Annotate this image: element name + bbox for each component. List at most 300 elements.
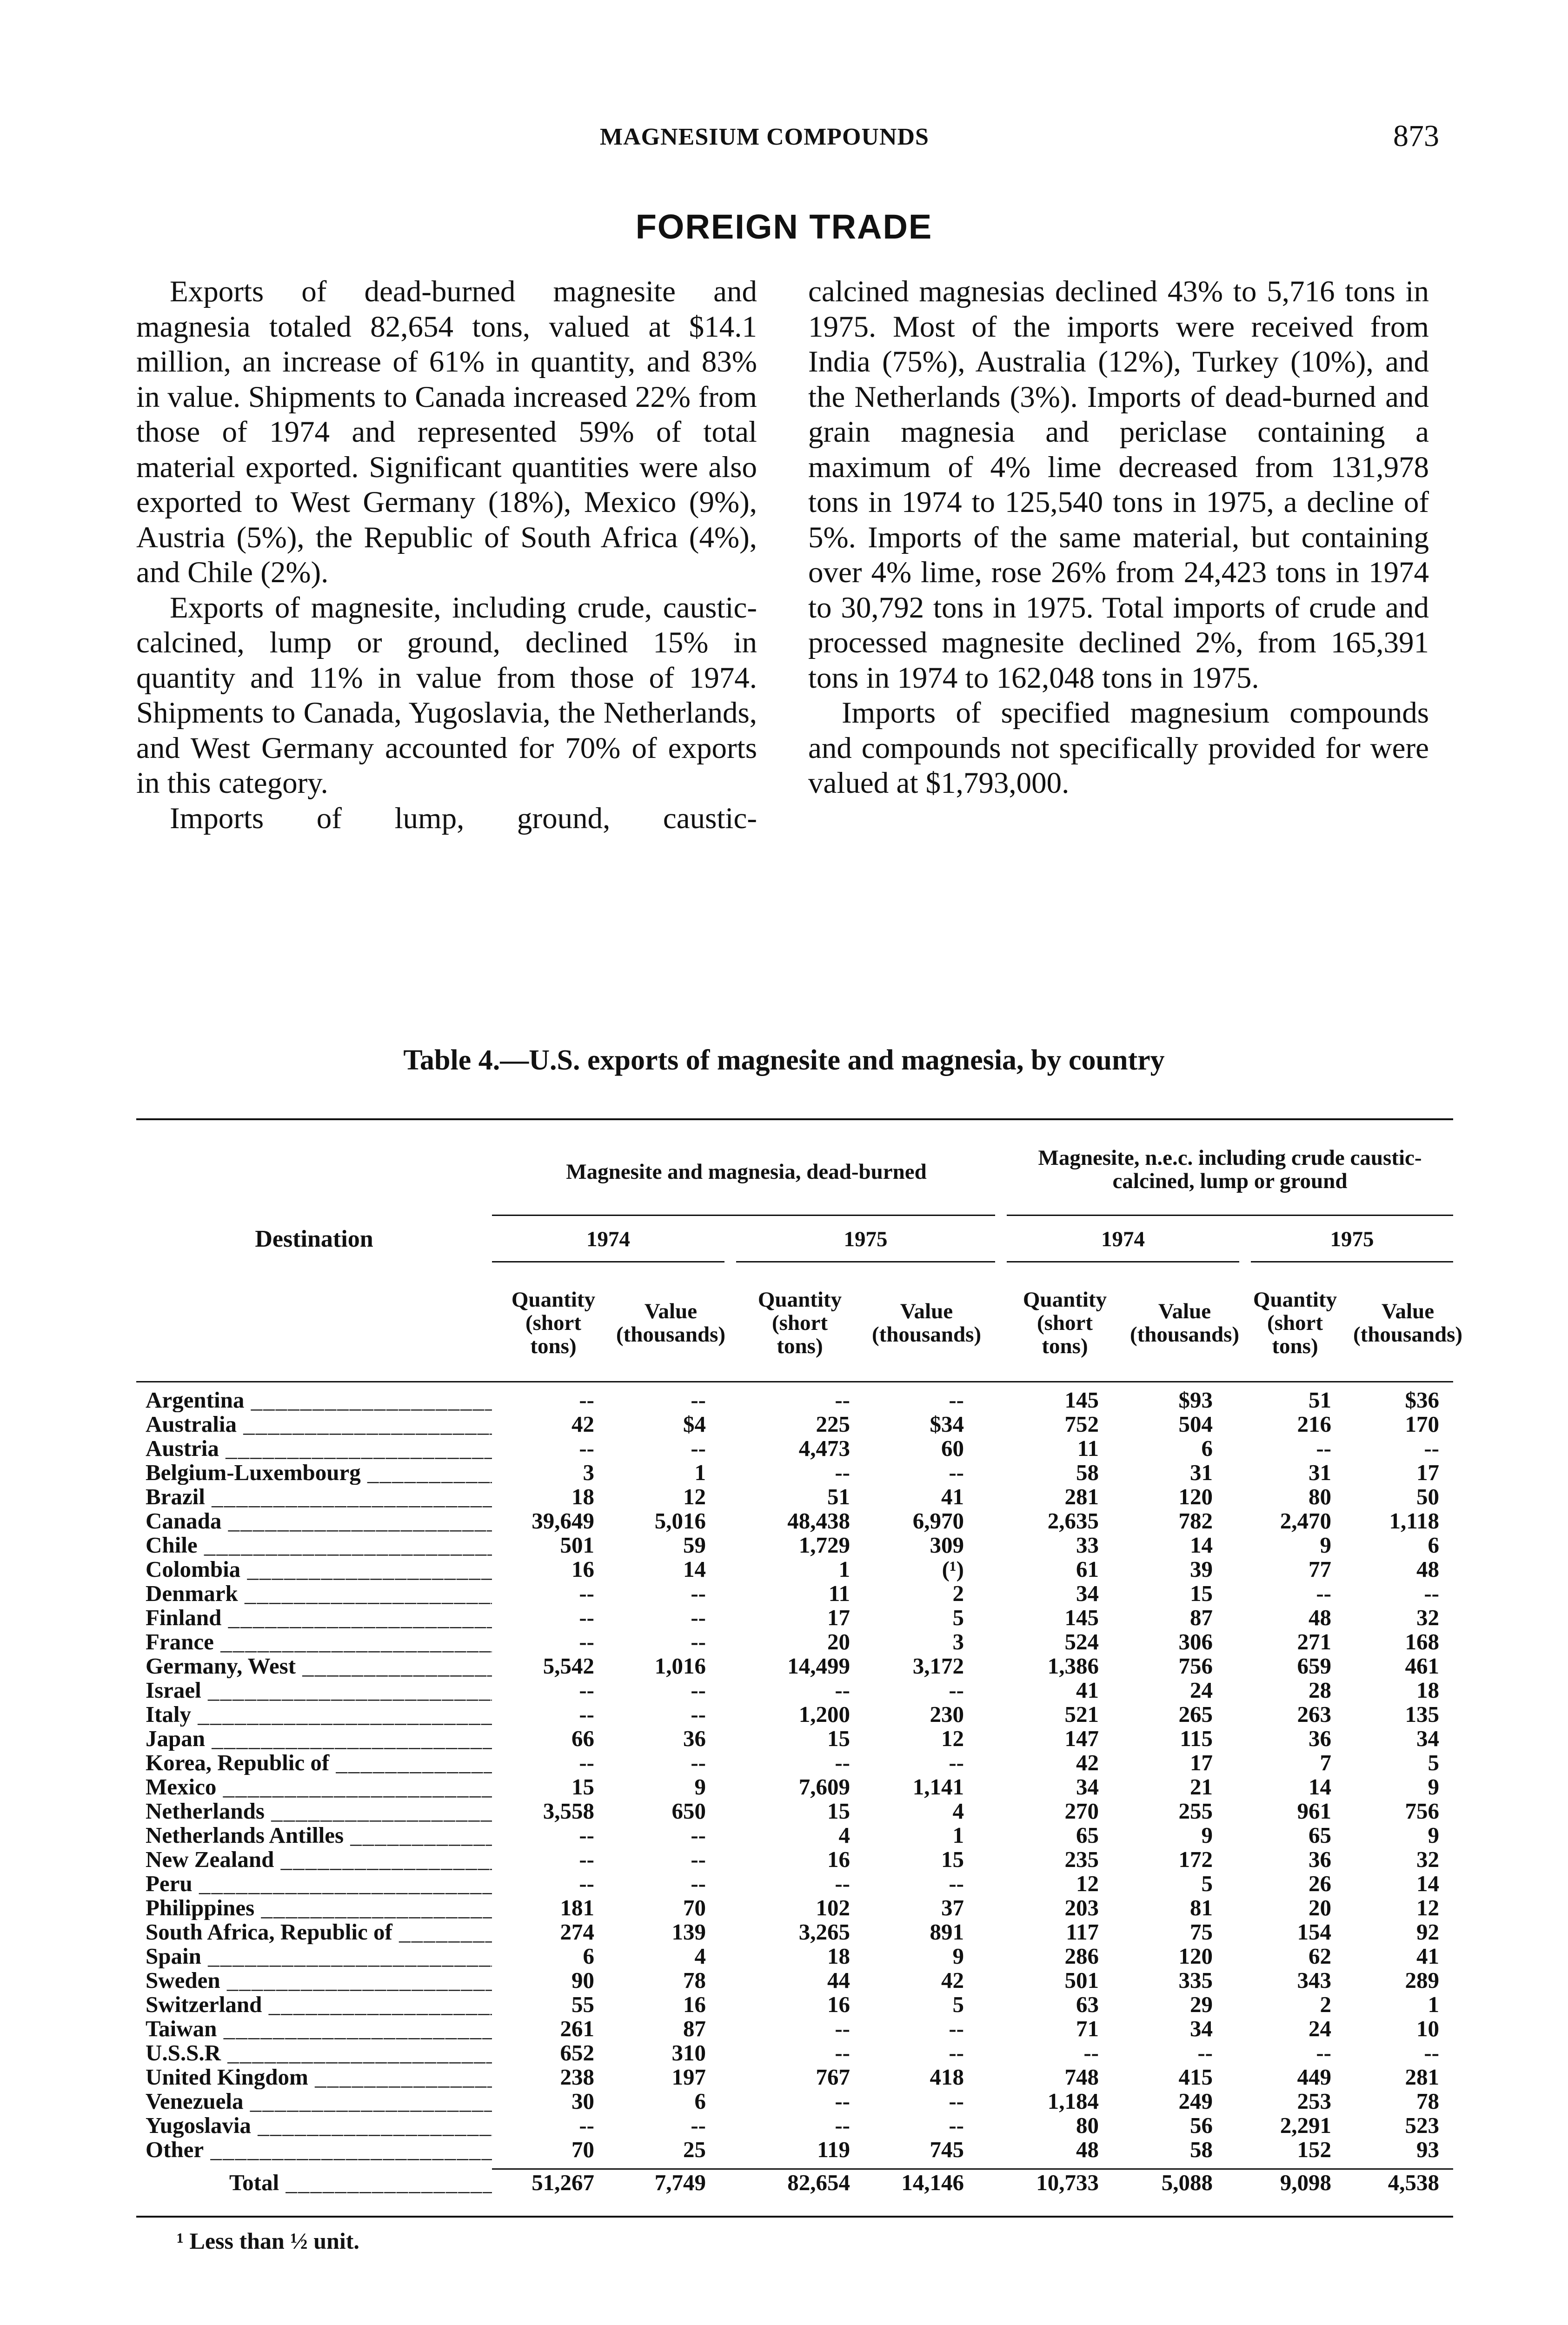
destination-cell-wrap — [136, 1823, 492, 1847]
footnote: ¹ Less than ½ unit. — [177, 2228, 359, 2254]
destination-cell: Switzerland _____ — [146, 1993, 492, 2017]
value-cell: 78 — [683, 1968, 706, 1993]
quantity-cell: -- — [835, 1872, 850, 1896]
destination-cell: Netherlands _____ — [146, 1799, 492, 1823]
value-cell: 309 — [930, 1533, 964, 1557]
destination-cell-wrap — [136, 1606, 492, 1630]
value-cell: 59 — [683, 1533, 706, 1557]
quantity-cell: 33 — [1076, 1533, 1099, 1557]
quantity-cell: 34 — [1076, 1775, 1099, 1799]
quantity-cell: 80 — [1076, 2113, 1099, 2138]
value-cell: 5 — [1201, 1872, 1213, 1896]
quantity-cell: -- — [579, 1872, 594, 1896]
quantity-cell: 17 — [827, 1606, 850, 1630]
quantity-cell: -- — [835, 1388, 850, 1412]
quantity-cell: 14 — [1309, 1775, 1331, 1799]
destination-cell: Italy _____ — [146, 1702, 492, 1727]
quantity-cell: -- — [835, 1461, 850, 1485]
quantity-cell: 15 — [827, 1727, 850, 1751]
text-column-right — [808, 274, 1429, 801]
value-cell: 5,016 — [654, 1509, 706, 1533]
quantity-cell: 65 — [1076, 1823, 1099, 1847]
destination-cell: Japan _____ — [146, 1727, 492, 1751]
value-cell: -- — [691, 1872, 706, 1896]
value-cell: -- — [949, 2113, 964, 2138]
quantity-cell: 7,609 — [798, 1775, 850, 1799]
value-cell: 87 — [683, 2017, 706, 2041]
table-bottom-rule — [136, 2216, 1453, 2218]
destination-cell: Germany, West _____ — [146, 1654, 492, 1678]
destination-cell-wrap — [136, 1920, 492, 1944]
value-cell: -- — [691, 1388, 706, 1412]
quantity-cell: 62 — [1309, 1944, 1331, 1968]
quantity-cell: 281 — [1064, 1485, 1099, 1509]
value-cell: 3,172 — [912, 1654, 964, 1678]
destination-cell-wrap — [136, 1799, 492, 1823]
value-cell: 415 — [1178, 2065, 1213, 2089]
value-cell: -- — [949, 1872, 964, 1896]
destination-cell-wrap — [136, 1944, 492, 1968]
table-row — [136, 1606, 1453, 1630]
quantity-cell: 659 — [1297, 1654, 1331, 1678]
value-cell: 12 — [1416, 1896, 1439, 1920]
quantity-cell: 225 — [816, 1412, 850, 1436]
quantity-cell: 14,499 — [787, 1654, 850, 1678]
value-cell: 281 — [1405, 2065, 1439, 2089]
value-cell: $34 — [930, 1412, 964, 1436]
quantity-cell: 261 — [560, 2017, 594, 2041]
group2-header: Magnesite, n.e.c. including crude caustic-calcined, lump or ground — [1038, 1146, 1422, 1193]
destination-cell: Netherlands Antilles _____ — [146, 1823, 492, 1847]
quantity-cell: -- — [579, 1823, 594, 1847]
quantity-cell: 16 — [827, 1993, 850, 2017]
quantity-cell: 16 — [571, 1557, 594, 1581]
value-cell: 249 — [1178, 2089, 1213, 2113]
table-row — [136, 2065, 1453, 2089]
running-head — [0, 119, 1568, 160]
destination-cell-wrap — [136, 2162, 492, 2204]
table-row — [136, 1872, 1453, 1896]
value-cell: 135 — [1405, 1702, 1439, 1727]
value-cell: 168 — [1405, 1630, 1439, 1654]
quantity-cell: -- — [835, 1678, 850, 1702]
value-cell: 12 — [683, 1485, 706, 1509]
quantity-cell: 7 — [1320, 1751, 1331, 1775]
quantity-cell: 263 — [1297, 1702, 1331, 1727]
value-cell: 21 — [1190, 1775, 1213, 1799]
value-cell: 335 — [1178, 1968, 1213, 1993]
paragraph-compounds-imports: Imports of specified magnesium compounds and compounds not specifically provided for were valued at $1,793,000. — [808, 696, 1429, 800]
quantity-cell: 16 — [827, 1847, 850, 1872]
destination-cell-wrap — [136, 1872, 492, 1896]
value-cell: 14 — [1416, 1872, 1439, 1896]
value-cell: -- — [949, 2041, 964, 2065]
quantity-cell: 66 — [571, 1727, 594, 1751]
quantity-cell: 20 — [1309, 1896, 1331, 1920]
quantity-cell: 51,267 — [532, 2170, 594, 2195]
quantity-cell: 63 — [1076, 1993, 1099, 2017]
destination-cell-wrap — [136, 1388, 492, 1412]
value-cell: 37 — [941, 1896, 964, 1920]
quantity-cell: 26 — [1309, 1872, 1331, 1896]
quantity-cell: 15 — [827, 1799, 850, 1823]
value-cell: 93 — [1416, 2138, 1439, 2162]
quantity-cell: 145 — [1064, 1606, 1099, 1630]
paragraph-imports-start: Imports of lump, ground, caustic- — [170, 801, 757, 835]
quantity-cell: 2,635 — [1047, 1509, 1099, 1533]
table-row — [136, 1968, 1453, 1993]
year-rule-2 — [736, 1261, 995, 1262]
table-row — [136, 1388, 1453, 1412]
table-row — [136, 1485, 1453, 1509]
table-row — [136, 1533, 1453, 1557]
exports-table-body — [136, 1388, 1453, 2204]
value-cell: -- — [691, 1823, 706, 1847]
destination-cell-wrap — [136, 1968, 492, 1993]
destination-cell-wrap — [136, 1630, 492, 1654]
quantity-cell: 203 — [1064, 1896, 1099, 1920]
quantity-cell: 90 — [571, 1968, 594, 1993]
value-cell: 9 — [1201, 1823, 1213, 1847]
quantity-cell: 55 — [571, 1993, 594, 2017]
quantity-cell: 70 — [571, 2138, 594, 2162]
destination-cell: Other _____ — [146, 2138, 492, 2162]
value-cell: -- — [1424, 1436, 1439, 1461]
value-cell: -- — [949, 1388, 964, 1412]
quantity-cell: -- — [1316, 1436, 1331, 1461]
table-row — [136, 1823, 1453, 1847]
table-row — [136, 1678, 1453, 1702]
table-row — [136, 1557, 1453, 1581]
value-cell: -- — [949, 2017, 964, 2041]
quantity-cell: 65 — [1309, 1823, 1331, 1847]
destination-cell: Taiwan _____ — [146, 2017, 492, 2041]
table-row — [136, 1630, 1453, 1654]
table-row — [136, 1944, 1453, 1968]
text-column-left — [136, 274, 757, 836]
table-row — [136, 1702, 1453, 1727]
table-row — [136, 1775, 1453, 1799]
quantity-cell: 6 — [583, 1944, 594, 1968]
quantity-cell: 1,729 — [798, 1533, 850, 1557]
quantity-cell: 117 — [1066, 1920, 1099, 1944]
value-cell: 310 — [671, 2041, 706, 2065]
value-cell: 15 — [941, 1847, 964, 1872]
quantity-cell: 1,386 — [1047, 1654, 1099, 1678]
quantity-cell: 31 — [1309, 1461, 1331, 1485]
destination-cell-wrap — [136, 1654, 492, 1678]
destination-cell-wrap — [136, 2017, 492, 2041]
quantity-cell: 2,291 — [1280, 2113, 1331, 2138]
value-cell: 255 — [1178, 1799, 1213, 1823]
running-title: MAGNESIUM COMPOUNDS — [600, 124, 929, 150]
table-row — [136, 2041, 1453, 2065]
value-cell: -- — [691, 1581, 706, 1606]
value-cell: 32 — [1416, 1606, 1439, 1630]
quantity-cell: -- — [579, 1678, 594, 1702]
table-row — [136, 1461, 1453, 1485]
value-cell: 75 — [1190, 1920, 1213, 1944]
table-row — [136, 2089, 1453, 2113]
quantity-cell: 48 — [1309, 1606, 1331, 1630]
quantity-cell: 216 — [1297, 1412, 1331, 1436]
quantity-cell: -- — [1316, 2041, 1331, 2065]
paragraph-magnesite-exports: Exports of magnesite, including crude, caustic-calcined, lump or ground, declined 15% in quantity and 11% in value from those of 1974. Shipments to Canada, Yugoslavia, the Netherlands, and West Germany accounted for 70% of exports in this category. — [136, 591, 757, 800]
quantity-cell: 501 — [1064, 1968, 1099, 1993]
value-cell: 172 — [1178, 1847, 1213, 1872]
quantity-cell: 4,473 — [798, 1436, 850, 1461]
total-row — [136, 2162, 1453, 2204]
destination-cell: Chile _____ — [146, 1533, 492, 1557]
destination-cell-wrap — [136, 1896, 492, 1920]
quantity-cell: 18 — [827, 1944, 850, 1968]
destination-cell-wrap — [136, 1775, 492, 1799]
paragraph-imports-continued: calcined magnesias declined 43% to 5,716 tons in 1975. Most of the imports were received from India (75%), Australia (12%), Turkey (10%), and the Netherlands (3%). Imports of dead-burned and grain magnesia and periclase containing a maximum of 4% lime decreased from 131,978 tons in 1974 to 125,540 tons in 1975, a decline of 5%. Imports of the same material, but containing over 4% lime, rose 26% from 24,423 tons in 1974 to 30,792 tons in 1975. Total imports of crude and processed magnesite declined 2%, from 165,391 tons in 1974 to 162,048 tons in 1975. — [808, 275, 1429, 695]
group-header-rule-right — [1007, 1215, 1453, 1216]
value-cell: -- — [691, 1847, 706, 1872]
destination-cell: Israel _____ — [146, 1678, 492, 1702]
quantity-cell: 154 — [1297, 1920, 1331, 1944]
value-cell: 14,146 — [901, 2170, 964, 2195]
destination-cell-wrap — [136, 1702, 492, 1727]
value-cell: 756 — [1178, 1654, 1213, 1678]
destination-cell-wrap — [136, 2089, 492, 2113]
value-cell: -- — [1424, 1581, 1439, 1606]
table-top-rule — [136, 1118, 1453, 1120]
value-cell: -- — [949, 2089, 964, 2113]
destination-cell-wrap — [136, 1847, 492, 1872]
value-cell: 17 — [1416, 1461, 1439, 1485]
quantity-cell: 24 — [1309, 2017, 1331, 2041]
group1-header: Magnesite and magnesia, dead-burned — [566, 1160, 927, 1184]
table-row — [136, 1412, 1453, 1436]
destination-cell-wrap — [136, 1751, 492, 1775]
destination-cell: Colombia _____ — [146, 1557, 492, 1581]
value-cell: 230 — [930, 1702, 964, 1727]
table-row — [136, 1581, 1453, 1606]
quantity-cell: -- — [579, 1388, 594, 1412]
quantity-cell: 51 — [1309, 1388, 1331, 1412]
value-cell: -- — [691, 1678, 706, 1702]
table-row — [136, 1727, 1453, 1751]
value-cell: 41 — [1416, 1944, 1439, 1968]
value-cell: 265 — [1178, 1702, 1213, 1727]
value-cell: $4 — [683, 1412, 706, 1436]
destination-cell: Austria _____ — [146, 1436, 492, 1461]
destination-cell: Venezuela _____ — [146, 2089, 492, 2113]
value-cell: 50 — [1416, 1485, 1439, 1509]
table-title: Table 4.—U.S. exports of magnesite and magnesia, by country — [403, 1044, 1165, 1076]
quantity-cell: 48 — [1076, 2138, 1099, 2162]
quantity-cell: 145 — [1064, 1388, 1099, 1412]
value-cell: 5 — [952, 1993, 964, 2017]
quantity-cell: -- — [835, 2089, 850, 2113]
destination-cell: Australia _____ — [146, 1412, 492, 1436]
quantity-cell: 30 — [571, 2089, 594, 2113]
quantity-cell: 271 — [1297, 1630, 1331, 1654]
destination-cell-wrap — [136, 1678, 492, 1702]
value-cell: 1 — [952, 1823, 964, 1847]
value-cell: 78 — [1416, 2089, 1439, 2113]
quantity-cell: 77 — [1309, 1557, 1331, 1581]
quantity-cell: -- — [1083, 2041, 1099, 2065]
header-bottom-rule — [136, 1381, 1453, 1382]
year-rule-3 — [1007, 1261, 1239, 1262]
year-header-1975-nec: 1975 — [1330, 1227, 1374, 1251]
destination-cell-wrap — [136, 1581, 492, 1606]
quantity-cell: 51 — [827, 1485, 850, 1509]
quantity-cell: -- — [579, 1630, 594, 1654]
quantity-header-1: Quantity (short tons) — [511, 1288, 596, 1358]
table-row — [136, 2138, 1453, 2162]
value-cell: 5,088 — [1161, 2170, 1213, 2195]
quantity-header-4: Quantity (short tons) — [1253, 1288, 1337, 1358]
quantity-cell: 270 — [1064, 1799, 1099, 1823]
quantity-cell: 3,558 — [543, 1799, 594, 1823]
quantity-cell: 34 — [1076, 1581, 1099, 1606]
value-cell: 197 — [671, 2065, 706, 2089]
quantity-cell: 61 — [1076, 1557, 1099, 1581]
group-header-rule-left — [492, 1215, 995, 1216]
destination-cell-wrap — [136, 1557, 492, 1581]
value-cell: 9 — [952, 1944, 964, 1968]
value-cell: 418 — [930, 2065, 964, 2089]
quantity-cell: 5,542 — [543, 1654, 594, 1678]
value-cell: 306 — [1178, 1630, 1213, 1654]
value-cell: -- — [691, 1606, 706, 1630]
quantity-cell: -- — [579, 1847, 594, 1872]
value-cell: 5 — [1428, 1751, 1439, 1775]
value-cell: 16 — [683, 1993, 706, 2017]
value-cell: 48 — [1416, 1557, 1439, 1581]
value-cell: 745 — [930, 2138, 964, 2162]
table-row — [136, 2017, 1453, 2041]
table-row — [136, 1654, 1453, 1678]
year-rule-1 — [492, 1261, 724, 1262]
quantity-cell: 238 — [560, 2065, 594, 2089]
value-cell: -- — [1424, 2041, 1439, 2065]
quantity-cell: 449 — [1297, 2065, 1331, 2089]
quantity-cell: 82,654 — [787, 2170, 850, 2195]
value-cell: 139 — [671, 1920, 706, 1944]
value-cell: (¹) — [942, 1557, 964, 1581]
value-cell: 36 — [683, 1727, 706, 1751]
quantity-cell: 20 — [827, 1630, 850, 1654]
value-cell: 504 — [1178, 1412, 1213, 1436]
value-cell: 10 — [1416, 2017, 1439, 2041]
value-cell: 42 — [941, 1968, 964, 1993]
table-row — [136, 2113, 1453, 2138]
quantity-cell: -- — [579, 1581, 594, 1606]
value-cell: 2 — [952, 1581, 964, 1606]
value-cell: 120 — [1178, 1944, 1213, 1968]
value-cell: 1,118 — [1389, 1509, 1439, 1533]
quantity-cell: 3 — [583, 1461, 594, 1485]
quantity-cell: 961 — [1297, 1799, 1331, 1823]
value-cell: -- — [949, 1751, 964, 1775]
destination-cell-wrap — [136, 1485, 492, 1509]
table-row — [136, 1751, 1453, 1775]
quantity-cell: 58 — [1076, 1461, 1099, 1485]
table-row — [136, 1847, 1453, 1872]
value-header-2: Value (thousands) — [871, 1299, 982, 1347]
value-cell: 6 — [1201, 1436, 1213, 1461]
quantity-cell: 44 — [827, 1968, 850, 1993]
destination-cell: New Zealand _____ — [146, 1847, 492, 1872]
value-cell: $36 — [1405, 1388, 1439, 1412]
quantity-cell: 2 — [1320, 1993, 1331, 2017]
quantity-cell: 10,733 — [1036, 2170, 1099, 2195]
destination-cell: Spain _____ — [146, 1944, 492, 1968]
value-cell: 14 — [1190, 1533, 1213, 1557]
quantity-cell: -- — [835, 2113, 850, 2138]
destination-cell: Mexico _____ — [146, 1775, 492, 1799]
quantity-cell: 9,098 — [1280, 2170, 1331, 2195]
quantity-cell: 36 — [1309, 1727, 1331, 1751]
quantity-cell: 235 — [1064, 1847, 1099, 1872]
value-cell: 41 — [941, 1485, 964, 1509]
value-cell: 891 — [930, 1920, 964, 1944]
quantity-cell: -- — [835, 1751, 850, 1775]
destination-cell-wrap — [136, 2041, 492, 2065]
table-row — [136, 1799, 1453, 1823]
table-row — [136, 1896, 1453, 1920]
destination-cell: Brazil _____ — [146, 1485, 492, 1509]
value-cell: 7,749 — [654, 2170, 706, 2195]
quantity-cell: 147 — [1064, 1727, 1099, 1751]
destination-cell: France _____ — [146, 1630, 492, 1654]
value-cell: 60 — [941, 1436, 964, 1461]
page-number: 873 — [1393, 119, 1439, 153]
quantity-cell: 11 — [828, 1581, 850, 1606]
value-cell: 92 — [1416, 1920, 1439, 1944]
destination-cell: Finland _____ — [146, 1606, 492, 1630]
value-cell: 115 — [1180, 1727, 1213, 1751]
quantity-cell: 274 — [560, 1920, 594, 1944]
quantity-cell: 4 — [838, 1823, 850, 1847]
quantity-cell: 71 — [1076, 2017, 1099, 2041]
value-cell: 34 — [1416, 1727, 1439, 1751]
value-cell: 34 — [1190, 2017, 1213, 2041]
value-cell: 5 — [952, 1606, 964, 1630]
year-header-1975-dead-burned: 1975 — [844, 1227, 888, 1251]
quantity-cell: 521 — [1064, 1702, 1099, 1727]
destination-cell-wrap — [136, 2113, 492, 2138]
value-cell: -- — [691, 1630, 706, 1654]
value-cell: 756 — [1405, 1799, 1439, 1823]
destination-cell: Denmark _____ — [146, 1581, 492, 1606]
quantity-cell: 80 — [1309, 1485, 1331, 1509]
quantity-cell: 9 — [1320, 1533, 1331, 1557]
value-cell: 6,970 — [912, 1509, 964, 1533]
quantity-header-2: Quantity (short tons) — [757, 1288, 842, 1358]
quantity-cell: -- — [579, 1751, 594, 1775]
quantity-cell: 36 — [1309, 1847, 1331, 1872]
value-cell: 15 — [1190, 1581, 1213, 1606]
destination-cell: Total _____ — [229, 2170, 492, 2195]
value-header-3: Value (thousands) — [1129, 1299, 1240, 1347]
value-cell: -- — [691, 1436, 706, 1461]
destination-cell: U.S.S.R _____ — [146, 2041, 492, 2065]
value-cell: 17 — [1190, 1751, 1213, 1775]
value-cell: 87 — [1190, 1606, 1213, 1630]
value-cell: 4 — [952, 1799, 964, 1823]
table-row — [136, 1509, 1453, 1533]
value-cell: $93 — [1178, 1388, 1213, 1412]
quantity-cell: 39,649 — [532, 1509, 594, 1533]
destination-cell: Sweden _____ — [146, 1968, 492, 1993]
destination-cell: Canada _____ — [146, 1509, 492, 1533]
